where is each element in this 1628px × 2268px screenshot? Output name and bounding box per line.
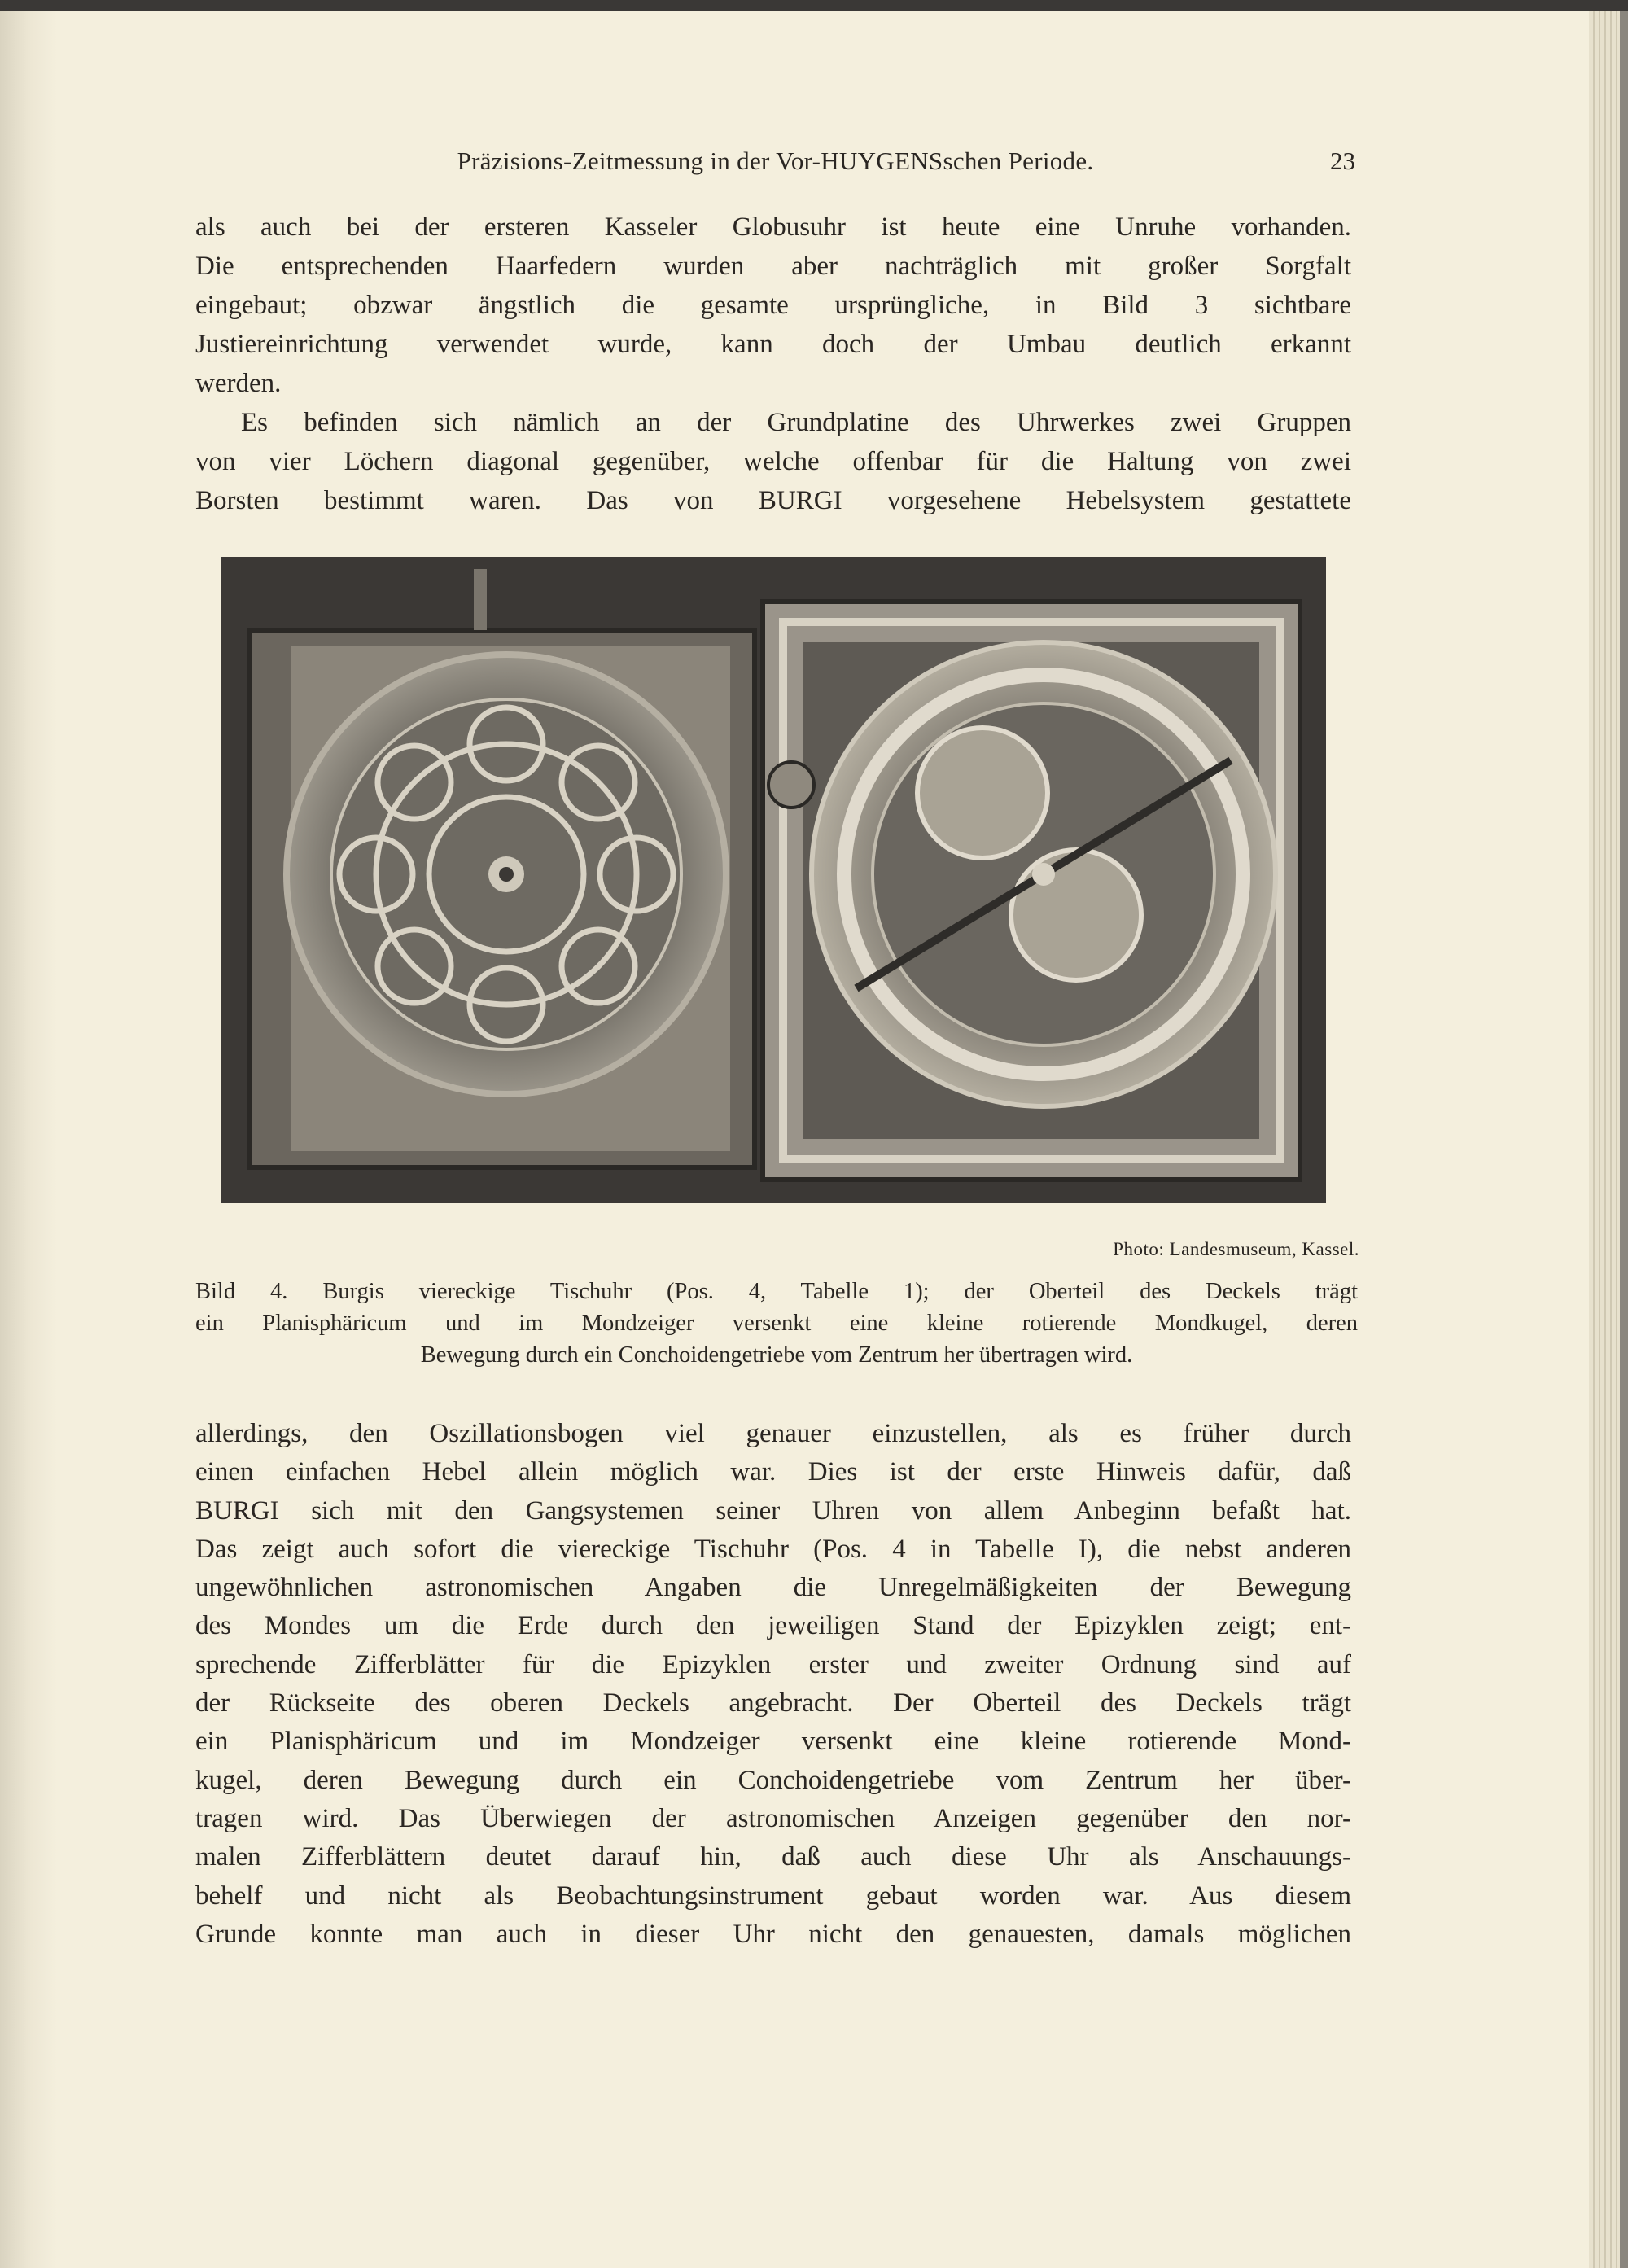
text-line: werden. — [195, 369, 282, 398]
text-line: von vier Löchern diagonal gegenüber, welche offenbar für die Haltung von zwei — [195, 447, 1351, 476]
text-line: ungewöhnlichen astronomischen Angaben die Unregelmäßigkeiten der Bewegung — [195, 1573, 1351, 1603]
caption-line: ein Planisphäricum und im Mondzeiger versenkt eine kleine rotierende Mondkugel, deren — [195, 1311, 1358, 1336]
figure-photo-square-table-clock — [221, 557, 1326, 1203]
text-line: sprechende Zifferblätter für die Epizyklen erster und zweiter Ordnung sind auf — [195, 1649, 1351, 1679]
running-title: Präzisions-Zeitmessung in der Vor-HUYGENSschen Periode. — [457, 147, 1094, 175]
text-line: tragen wird. Das Überwiegen der astronomischen Anzeigen gegenüber den nor- — [195, 1803, 1351, 1833]
book-gutter-shadow — [0, 11, 57, 2268]
body-text-bottom — [195, 1415, 1351, 1954]
text-line: des Mondes um die Erde durch den jeweiligen Stand der Epizyklen zeigt; ent- — [195, 1611, 1351, 1641]
page-number: 23 — [1330, 147, 1355, 175]
text-line: Das zeigt auch sofort die viereckige Tischuhr (Pos. 4 in Tabelle I), die nebst anderen — [195, 1534, 1351, 1564]
caption-line: Bewegung durch ein Conchoidengetriebe vom Zentrum her übertragen wird. — [420, 1342, 1133, 1368]
text-line: Es befinden sich nämlich an der Grundplatine des Uhrwerkes zwei Gruppen — [241, 408, 1351, 437]
running-header — [195, 147, 1355, 182]
text-line: als auch bei der ersteren Kasseler Globusuhr ist heute eine Unruhe vorhanden. — [195, 212, 1351, 242]
photo-credit: Photo: Landesmuseum, Kassel. — [1113, 1239, 1359, 1259]
text-line: malen Zifferblättern deutet darauf hin, daß auch diese Uhr als Anschauungs- — [195, 1842, 1351, 1872]
text-line: der Rückseite des oberen Deckels angebracht. Der Oberteil des Deckels trägt — [195, 1688, 1351, 1719]
figure-caption — [195, 1276, 1358, 1371]
text-line: einen einfachen Hebel allein möglich war. Dies ist der erste Hinweis dafür, daß — [195, 1457, 1351, 1487]
text-line: kugel, deren Bewegung durch ein Conchoidengetriebe vom Zentrum her über- — [195, 1765, 1351, 1795]
text-line: Justiereinrichtung verwendet wurde, kann doch der Umbau deutlich erkannt — [195, 330, 1351, 359]
body-text-top — [195, 208, 1351, 520]
text-line: ein Planisphäricum und im Mondzeiger versenkt eine kleine rotierende Mond- — [195, 1727, 1351, 1757]
text-line: Grunde konnte man auch in dieser Uhr nicht den genauesten, damals möglichen — [195, 1919, 1351, 1949]
text-line: BURGI sich mit den Gangsystemen seiner Uhren von allem Anbeginn befaßt hat. — [195, 1495, 1351, 1526]
page-edges — [1589, 11, 1628, 2268]
text-line: Borsten bestimmt waren. Das von BURGI vorgesehene Hebelsystem gestattete — [195, 486, 1351, 515]
text-line: eingebaut; obzwar ängstlich die gesamte ursprüngliche, in Bild 3 sichtbare — [195, 291, 1351, 320]
text-line: Die entsprechenden Haarfedern wurden aber nachträglich mit großer Sorgfalt — [195, 252, 1351, 281]
text-line: allerdings, den Oszillationsbogen viel genauer einzustellen, als es früher durch — [195, 1419, 1351, 1448]
text-line: behelf und nicht als Beobachtungsinstrument gebaut worden war. Aus diesem — [195, 1881, 1351, 1911]
scan-top-edge — [0, 0, 1628, 11]
caption-line: Bild 4. Burgis viereckige Tischuhr (Pos. 4, Tabelle 1); der Oberteil des Deckels trägt — [195, 1279, 1358, 1304]
